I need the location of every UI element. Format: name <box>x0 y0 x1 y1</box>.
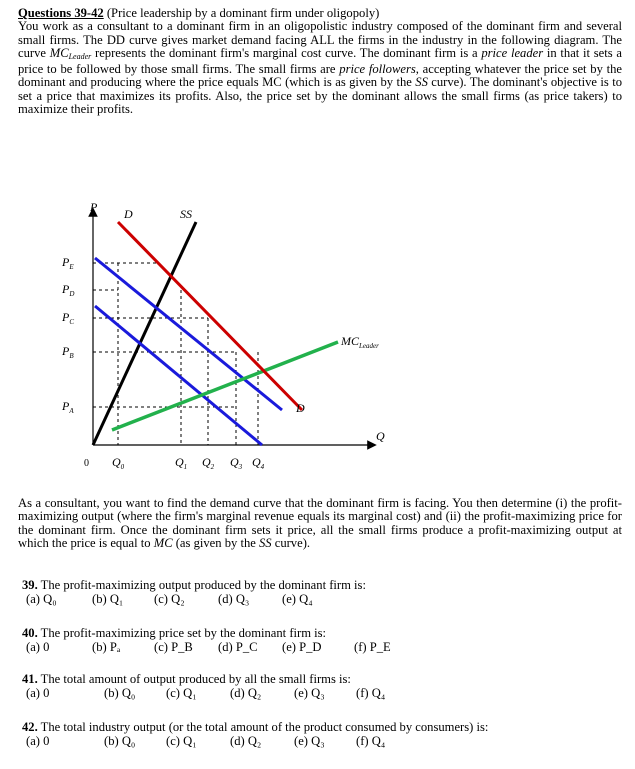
mc-leader-curve <box>112 342 338 430</box>
axis-y-label: P <box>90 200 98 214</box>
option[interactable]: (a) 0 <box>26 640 50 654</box>
question-42-text: The total industry output (or the total amount of the product consumed by consumers) is: <box>40 720 489 734</box>
dashed-guides <box>93 263 258 445</box>
question-39-number: 39. <box>22 578 38 592</box>
after-mc-term: MC <box>153 535 173 550</box>
price-label-pc <box>61 310 74 326</box>
quantity-label-q2 <box>202 455 215 471</box>
pc-sub: C <box>69 318 75 326</box>
ss-term: SS <box>415 75 428 90</box>
q3-sub: 3 <box>238 463 243 471</box>
option[interactable]: (e) Q₃ <box>294 686 325 700</box>
option[interactable]: (c) Q₁ <box>166 686 197 700</box>
option[interactable]: (a) 0 <box>26 734 50 748</box>
option[interactable]: (c) Q₂ <box>154 592 185 606</box>
question-41-text: The total amount of output produced by all the small firms is: <box>40 672 351 686</box>
question-39-text: The profit-maximizing output produced by the dominant firm is: <box>40 578 366 592</box>
axis-x-label: Q <box>376 429 385 443</box>
pc-base: P <box>62 310 70 324</box>
q1-base: Q <box>175 455 184 469</box>
q2-base: Q <box>202 455 211 469</box>
intro-text-1: You work as a consultant to a dominant firm in an oligopolistic industry composed of the dominant firm and several small firms. The DD curve gives market demand facing ALL the firms in the industry in the following diagram. The curve <box>18 19 622 60</box>
question-41 <box>22 672 622 701</box>
quantity-label-q3 <box>230 455 243 471</box>
mc-leader-label-sub: Leader <box>359 342 379 350</box>
heading-rest: (Price leadership by a dominant firm under oligopoly) <box>103 6 380 20</box>
q0-sub: 0 <box>120 463 125 471</box>
pd-base: P <box>62 282 70 296</box>
option[interactable]: (c) Q₁ <box>166 734 197 748</box>
q2-sub: 2 <box>210 463 215 471</box>
price-label-pe <box>61 255 74 271</box>
q4-sub: 4 <box>260 463 265 471</box>
after-text-1: As a consultant, you want to find the demand curve that the dominant firm is facing. You then determine (i) the profit-maximizing output (where the firm's marginal revenue equals its marginal cost) and (ii) the profit-maximizing price for the dominant firm. Once the dominant firm sets it price, all the small firms produce a profit-maximizing output at which the price is equal to <box>18 496 622 550</box>
after-text-3: curve). <box>271 535 311 550</box>
option[interactable]: (b) Q₀ <box>104 734 136 748</box>
option[interactable]: (a) 0 <box>26 686 50 700</box>
question-40-number: 40. <box>22 626 38 640</box>
question-42-options <box>22 734 622 749</box>
option[interactable]: (a) Q₀ <box>26 592 57 606</box>
option[interactable]: (f) Q₄ <box>356 686 386 700</box>
pe-base: P <box>62 255 70 269</box>
price-followers-term: price followers <box>339 62 416 77</box>
question-40-options <box>22 640 622 655</box>
question-40 <box>22 626 622 655</box>
price-label-pd <box>61 282 74 298</box>
price-leader-term: price leader <box>481 45 544 60</box>
q1-sub: 1 <box>183 463 188 471</box>
pa-sub: A <box>69 407 74 415</box>
price-labels <box>61 255 74 415</box>
pa-base: P <box>62 399 70 413</box>
curve-ss-label: SS <box>180 207 192 221</box>
q3-base: Q <box>230 455 239 469</box>
question-42 <box>22 720 622 749</box>
intro-text-3: in that it sets a price to be followed by those small firms. The small firms are <box>18 45 622 77</box>
pd-sub: D <box>69 290 75 298</box>
option[interactable]: (e) Q₄ <box>282 592 313 606</box>
option[interactable]: (e) P_D <box>282 640 322 654</box>
question-41-options <box>22 686 622 701</box>
pb-base: P <box>62 344 70 358</box>
consultant-paragraph <box>18 497 622 550</box>
question-42-number: 42. <box>22 720 38 734</box>
intro-text-5: curve). The dominant's objective is to set a price that maximizes its profits. Also, the price set by the dominant allows the small firms (as price takers) to maximize their profits. <box>18 75 622 117</box>
dd-market-demand-curve <box>118 222 302 410</box>
dominant-demand-curve <box>95 258 282 410</box>
mc-term-sub: Leader <box>68 51 92 61</box>
option[interactable]: (c) P_B <box>154 640 193 654</box>
option[interactable]: (e) Q₃ <box>294 734 325 748</box>
option[interactable]: (b) Q₁ <box>92 592 124 606</box>
q4-base: Q <box>252 455 261 469</box>
after-text-2: (as given by the <box>172 535 259 550</box>
intro-text-2: represents the dominant firm's marginal cost curve. The dominant firm is a <box>91 45 482 60</box>
option[interactable]: (d) P_C <box>218 640 258 654</box>
question-40-text: The profit-maximizing price set by the dominant firm is: <box>40 626 327 640</box>
quantity-label-q0 <box>112 455 125 471</box>
option[interactable]: (d) Q₂ <box>230 686 262 700</box>
quantity-labels <box>112 455 265 471</box>
quantity-label-q4 <box>252 455 265 471</box>
curve-d-bottom-label: D <box>296 401 305 415</box>
q0-base: Q <box>112 455 121 469</box>
pb-sub: B <box>69 352 74 360</box>
mc-leader-label <box>340 334 379 350</box>
pe-sub: E <box>69 263 74 271</box>
price-label-pa <box>61 399 74 415</box>
after-ss-term: SS <box>258 535 272 550</box>
price-label-pb <box>61 344 74 360</box>
option[interactable]: (f) P_E <box>354 640 391 654</box>
mc-leader-label-main: MC <box>341 334 359 348</box>
quantity-label-q1 <box>175 455 187 471</box>
question-39 <box>22 578 622 607</box>
questions-heading: Questions 39-42 <box>18 6 104 20</box>
mc-term: MC <box>49 45 69 60</box>
intro-text-4: , accepting whatever the price set by the dominant and producing where the price equals MC (which is as given by the <box>18 62 622 90</box>
option[interactable]: (b) Q₀ <box>104 686 136 700</box>
option[interactable]: (d) Q₂ <box>230 734 262 748</box>
option[interactable]: (d) Q₃ <box>218 592 250 606</box>
option[interactable]: (f) Q₄ <box>356 734 386 748</box>
question-41-number: 41. <box>22 672 38 686</box>
question-39-options <box>22 592 622 607</box>
curve-d-top-label: D <box>124 207 133 221</box>
origin-label: 0 <box>84 458 89 469</box>
option[interactable]: (b) Pₐ <box>92 640 121 654</box>
